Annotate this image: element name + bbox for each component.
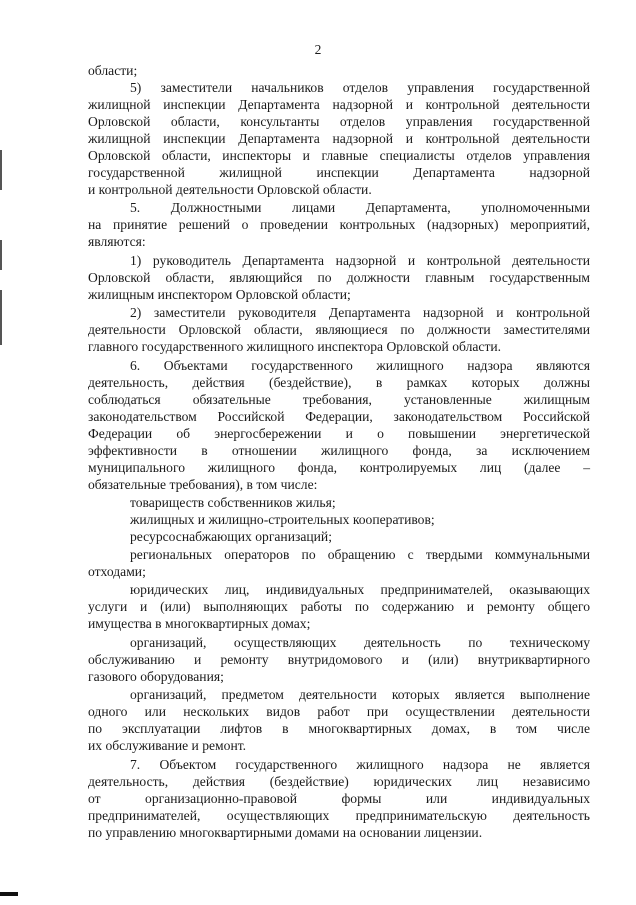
text-line: на принятие решений о проведении контрольных (надзорных) мероприятий, bbox=[88, 217, 590, 232]
scan-margin-mark bbox=[0, 150, 2, 190]
text-line: отходами; bbox=[88, 564, 146, 579]
text-line: деятельности Орловской области, являющиеся по должности заместителями bbox=[88, 322, 590, 337]
text-line: ресурсоснабжающих организаций; bbox=[130, 529, 332, 544]
text-line: жилищной инспекции Департамента надзорной и контрольной деятельности bbox=[88, 131, 590, 146]
text-line: по управлению многоквартирными домами на основании лицензии. bbox=[88, 825, 483, 840]
text-line: 5. Должностными лицами Департамента, уполномоченными bbox=[130, 200, 590, 215]
text-line: 7. Объектом государственного жилищного надзора не является bbox=[130, 757, 590, 772]
text-line: их обслуживание и ремонт. bbox=[88, 738, 247, 753]
text-line: области; bbox=[88, 63, 138, 78]
text-line: одного или нескольких видов работ при осуществлении деятельности bbox=[88, 704, 590, 719]
text-line: муниципального жилищного фонда, контролируемых лиц (далее – bbox=[88, 460, 590, 475]
scan-corner-mark bbox=[0, 892, 18, 896]
text-line: соблюдаться обязательные требования, установленные жилищным bbox=[88, 392, 590, 407]
text-line: Орловской области, консультанты отделов управления государственной bbox=[88, 114, 590, 129]
text-line: Орловской области, являющийся по должности главным государственным bbox=[88, 270, 590, 285]
page-number: 2 bbox=[314, 42, 322, 57]
text-line: жилищной инспекции Департамента надзорной и контрольной деятельности bbox=[88, 97, 590, 112]
text-line: деятельность, действия (бездействие), в рамках которых должны bbox=[88, 375, 590, 390]
text-line: жилищных и жилищно-строительных кооперативов; bbox=[130, 512, 435, 527]
text-line: товариществ собственников жилья; bbox=[130, 495, 336, 510]
text-line: деятельность, действия (бездействие) юридических лиц независимо bbox=[88, 774, 590, 789]
text-line: имущества в многоквартирных домах; bbox=[88, 616, 311, 631]
text-line: организаций, осуществляющих деятельность по техническому bbox=[130, 635, 590, 650]
text-line: Федерации об энергосбережении и о повышении энергетической bbox=[88, 426, 590, 441]
text-line: обслуживанию и ремонту внутридомового и (или) внутриквартирного bbox=[88, 652, 590, 667]
text-line: 5) заместители начальников отделов управления государственной bbox=[130, 80, 590, 95]
text-line: газового оборудования; bbox=[88, 669, 224, 684]
text-line: по эксплуатации лифтов в многоквартирных домах, в том числе bbox=[88, 721, 590, 736]
text-line: государственной жилищной инспекции Департамента надзорной bbox=[88, 165, 590, 180]
text-line: услуги и (или) выполняющих работы по содержанию и ремонту общего bbox=[88, 599, 590, 614]
text-line: обязательные требования), в том числе: bbox=[88, 477, 318, 492]
text-line: организаций, предметом деятельности которых является выполнение bbox=[130, 687, 590, 702]
text-line: эффективности в отношении жилищного фонда, за исключением bbox=[88, 443, 590, 458]
text-line: законодательством Российской Федерации, законодательством Российской bbox=[88, 409, 590, 424]
text-line: и контрольной деятельности Орловской области. bbox=[88, 182, 372, 197]
text-line: от организационно-правовой формы или индивидуальных bbox=[88, 791, 590, 806]
text-line: главного государственного жилищного инспектора Орловской области. bbox=[88, 339, 502, 354]
scan-margin-mark bbox=[0, 290, 2, 345]
scan-margin-mark bbox=[0, 240, 2, 270]
text-line: Орловской области, инспекторы и главные специалисты отделов управления bbox=[88, 148, 590, 163]
text-line: 2) заместители руководителя Департамента надзорной и контрольной bbox=[130, 305, 590, 320]
text-line: 1) руководитель Департамента надзорной и контрольной деятельности bbox=[130, 253, 590, 268]
text-line: являются: bbox=[88, 234, 146, 249]
text-line: юридических лиц, индивидуальных предпринимателей, оказывающих bbox=[130, 582, 590, 597]
text-line: предпринимателей, осуществляющих предпринимательскую деятельность bbox=[88, 808, 590, 823]
text-line: 6. Объектами государственного жилищного надзора являются bbox=[130, 358, 590, 373]
text-line: региональных операторов по обращению с твердыми коммунальными bbox=[130, 547, 590, 562]
text-line: жилищным инспектором Орловской области; bbox=[88, 287, 351, 302]
